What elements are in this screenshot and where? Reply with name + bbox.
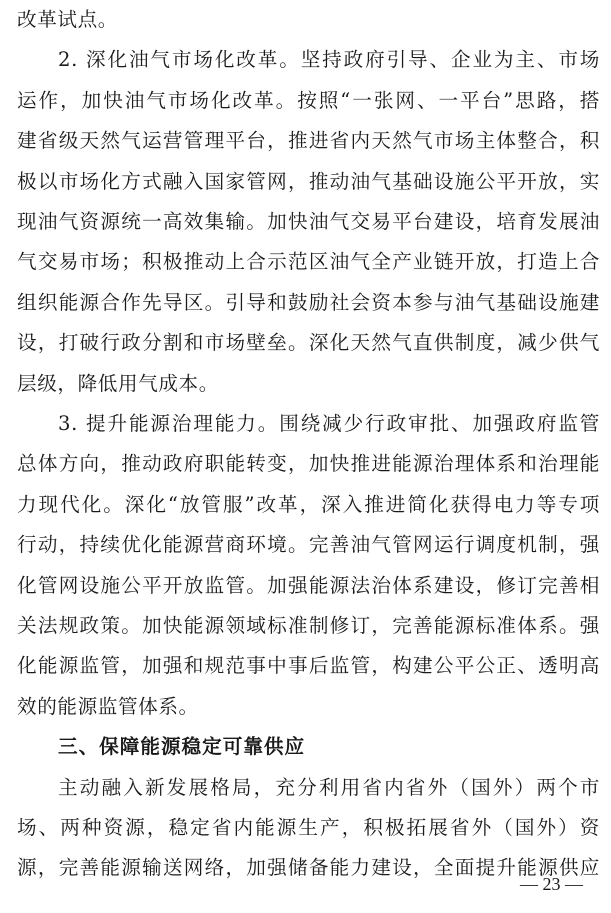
text-line: 化能源监管，加强和规范事中事后监管，构建公平公正、透明高: [17, 654, 600, 678]
text-line: 改革试点。: [17, 8, 118, 31]
text-line: 力现代化。深化“放管服”改革，深入推进简化获得电力等专项: [17, 492, 600, 516]
text-line: 主动融入新发展格局，充分利用省内省外（国外）两个市: [58, 775, 600, 799]
text-line: 组织能源合作先导区。引导和鼓励社会资本参与油气基础设施建: [17, 290, 600, 314]
text-line: 现油气资源统一高效集输。加快油气交易平台建设，培育发展油: [17, 210, 600, 233]
text-line: 设，打破行政分割和市场壁垒。深化天然气直供制度，减少供气: [17, 331, 600, 355]
page-number: — 23 —: [520, 874, 583, 894]
text-line: 运作，加快油气市场化改革。按照“一张网、一平台”思路，搭: [17, 88, 600, 112]
text-line: 层级，降低用气成本。: [17, 371, 219, 395]
text-line: 效的能源监管体系。: [17, 694, 199, 718]
text-line: 建省级天然气运营管理平台，推进省内天然气市场主体整合，积: [17, 129, 600, 153]
text-line: 化管网设施公平开放监管。加强能源法治体系建设，修订完善相: [17, 573, 600, 597]
text-line: 源，完善能源输送网络，加强储备能力建设，全面提升能源供应: [17, 856, 600, 880]
section-heading: 三、保障能源稳定可靠供应: [58, 735, 306, 759]
text-line: 关法规政策。加快能源领域标准制修订，完善能源标准体系。强: [17, 614, 600, 637]
text-line: 行动，持续优化能源营商环境。完善油气管网运行调度机制，强: [17, 533, 600, 557]
text-line: 气交易市场；积极推动上合示范区油气全产业链开放，打造上合: [17, 250, 600, 274]
text-line: 场、两种资源，稳定省内能源生产，积极拓展省外（国外）资: [17, 816, 600, 839]
text-line: 总体方向，推动政府职能转变，加快推进能源治理体系和治理能: [17, 452, 600, 476]
text-line: 极以市场化方式融入国家管网，推动油气基础设施公平开放，实: [17, 169, 600, 193]
text-line: 3. 提升能源治理能力。围绕减少行政审批、加强政府监管: [58, 412, 600, 435]
text-line: 2. 深化油气市场化改革。坚持政府引导、企业为主、市场: [58, 48, 600, 72]
